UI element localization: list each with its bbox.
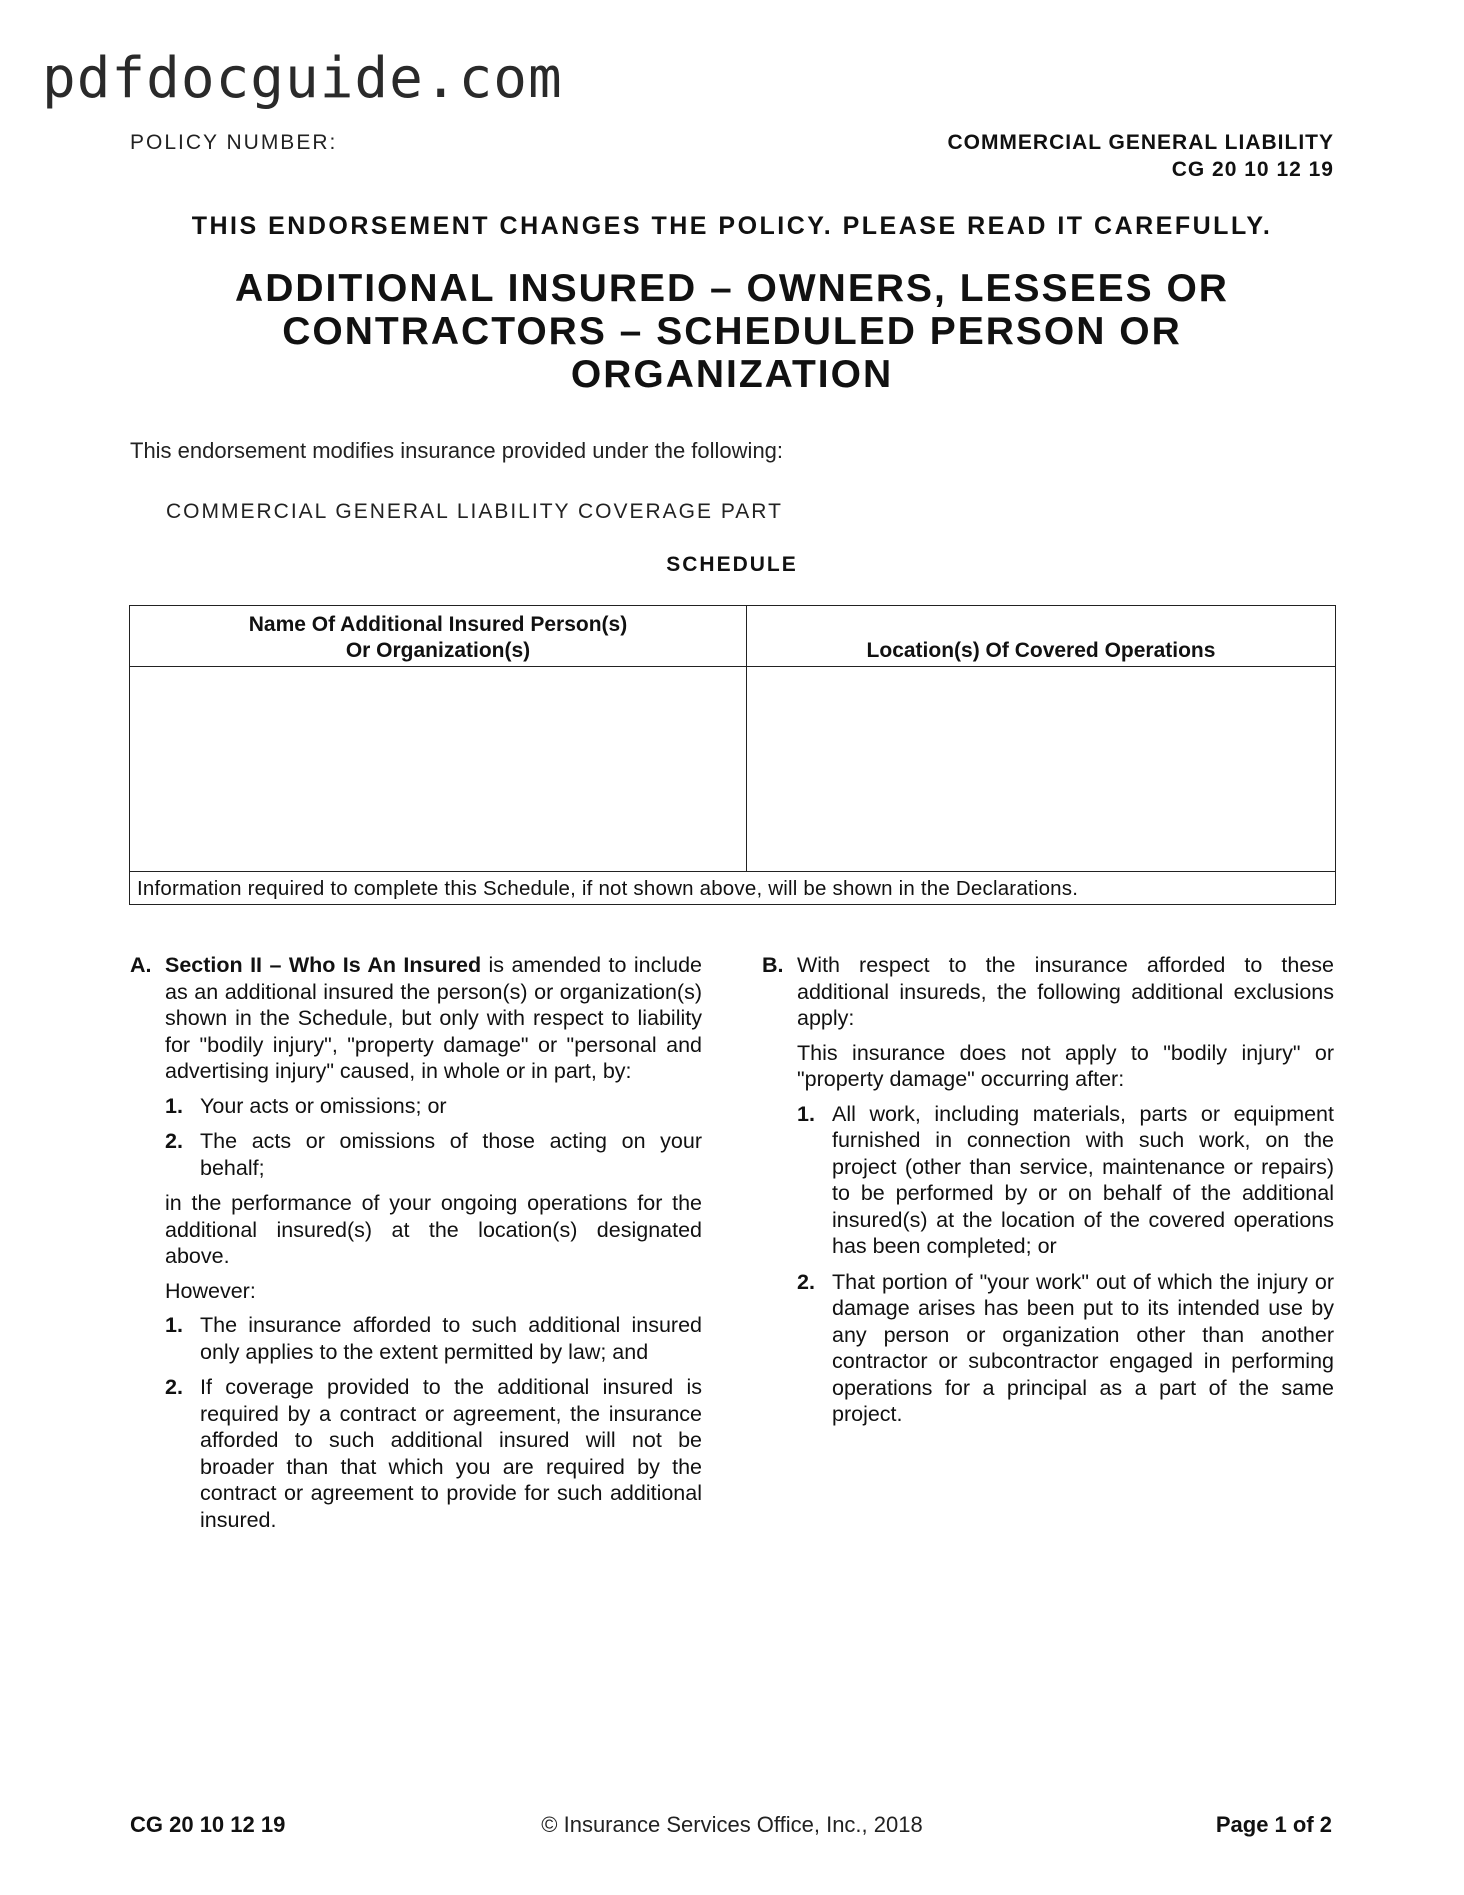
section-a (130, 952, 702, 1085)
left-column (130, 952, 702, 1542)
item-text: That portion of "your work" out of which the injury or damage arises has been put to its intended use by any person or organization other than another contractor or subcontractor engaged in performing operations for a principal as a part of the same project. (832, 1269, 1334, 1426)
item-text: All work, including materials, parts or equipment furnished in connection with such work, on the project (other than service, maintenance or repairs) to be performed by or on behalf of the additional insured(s) at the location of the covered operations has been completed; or (832, 1101, 1334, 1258)
section-a-continuation: in the performance of your ongoing operations for the additional insured(s) at the location(s) designated above. (165, 1191, 702, 1268)
form-category: COMMERCIAL GENERAL LIABILITY (947, 131, 1334, 154)
title-line: ADDITIONAL INSURED – OWNERS, LESSEES OR (235, 267, 1229, 310)
modifies-text: This endorsement modifies insurance provided under the following: (130, 438, 784, 463)
section-b-subtext: This insurance does not apply to "bodily injury" or "property damage" occurring after: (797, 1040, 1334, 1091)
section-b-text: With respect to the insurance afforded to these additional insureds, the following additional exclusions apply: (797, 953, 1334, 1030)
list-item (130, 1128, 702, 1181)
section-marker: A. (130, 953, 152, 977)
list-item (762, 1269, 1334, 1428)
footer-page-number: Page 1 of 2 (1215, 1812, 1332, 1837)
list-item (130, 1093, 702, 1120)
coverage-part: COMMERCIAL GENERAL LIABILITY COVERAGE PART (166, 500, 783, 523)
list-item (130, 1312, 702, 1365)
schedule-heading: SCHEDULE (666, 553, 798, 576)
item-number: 2. (165, 1375, 183, 1399)
form-number: CG 20 10 12 19 (1171, 158, 1334, 181)
item-number: 2. (797, 1269, 815, 1294)
footer-copyright: © Insurance Services Office, Inc., 2018 (541, 1812, 923, 1837)
insured-value-cell[interactable] (130, 667, 746, 871)
item-number: 2. (165, 1129, 183, 1153)
watermark-text: pdfdocguide.com (42, 46, 563, 111)
list-item (762, 1101, 1334, 1260)
title-line: CONTRACTORS – SCHEDULED PERSON OR (282, 310, 1182, 353)
list-item (130, 1374, 702, 1533)
title-line: ORGANIZATION (570, 353, 894, 396)
column-header-line: Name Of Additional Insured Person(s) (248, 613, 628, 636)
column-header-line: Or Organization(s) (345, 639, 531, 662)
section-a-heading: Section II – Who Is An Insured (165, 953, 482, 977)
section-marker: B. (762, 953, 784, 977)
policy-number-label: POLICY NUMBER: (130, 131, 338, 154)
however-label: However: (165, 1278, 256, 1303)
item-text: The insurance afforded to such additional insured only applies to the extent permitted by law; and (200, 1313, 702, 1364)
section-b (762, 952, 1334, 1032)
footer-form-number: CG 20 10 12 19 (130, 1812, 286, 1837)
schedule-footer-note: Information required to complete this Schedule, if not shown above, will be shown in the Declarations. (130, 871, 1335, 904)
item-text: If coverage provided to the additional insured is required by a contract or agreement, the insurance afforded to such additional insured will not be broader than that which you are required by the contract or agreement to provide for such additional insured. (200, 1375, 702, 1532)
page-title (0, 267, 1464, 396)
item-number: 1. (165, 1093, 183, 1118)
right-column (762, 952, 1334, 1437)
item-number: 1. (165, 1313, 183, 1337)
schedule-column-insured (130, 606, 747, 871)
column-header-location: Location(s) Of Covered Operations (747, 606, 1335, 667)
schedule-table (129, 605, 1336, 905)
section-a-text: is amended to include as an additional insured the person(s) or organization(s) shown in the Schedule, but only with respect to liability for "bodily injury", "property damage" or "personal and advertising injury" caused, in whole or in part, by: (165, 953, 702, 1083)
schedule-column-location (747, 606, 1335, 871)
item-text: Your acts or omissions; or (200, 1093, 447, 1118)
item-number: 1. (797, 1101, 815, 1126)
column-header-insured (130, 606, 746, 667)
location-value-cell[interactable] (747, 667, 1335, 871)
endorsement-notice: THIS ENDORSEMENT CHANGES THE POLICY. PLEASE READ IT CAREFULLY. (191, 212, 1273, 240)
item-text: The acts or omissions of those acting on your behalf; (200, 1129, 702, 1180)
form-header (947, 129, 1334, 183)
